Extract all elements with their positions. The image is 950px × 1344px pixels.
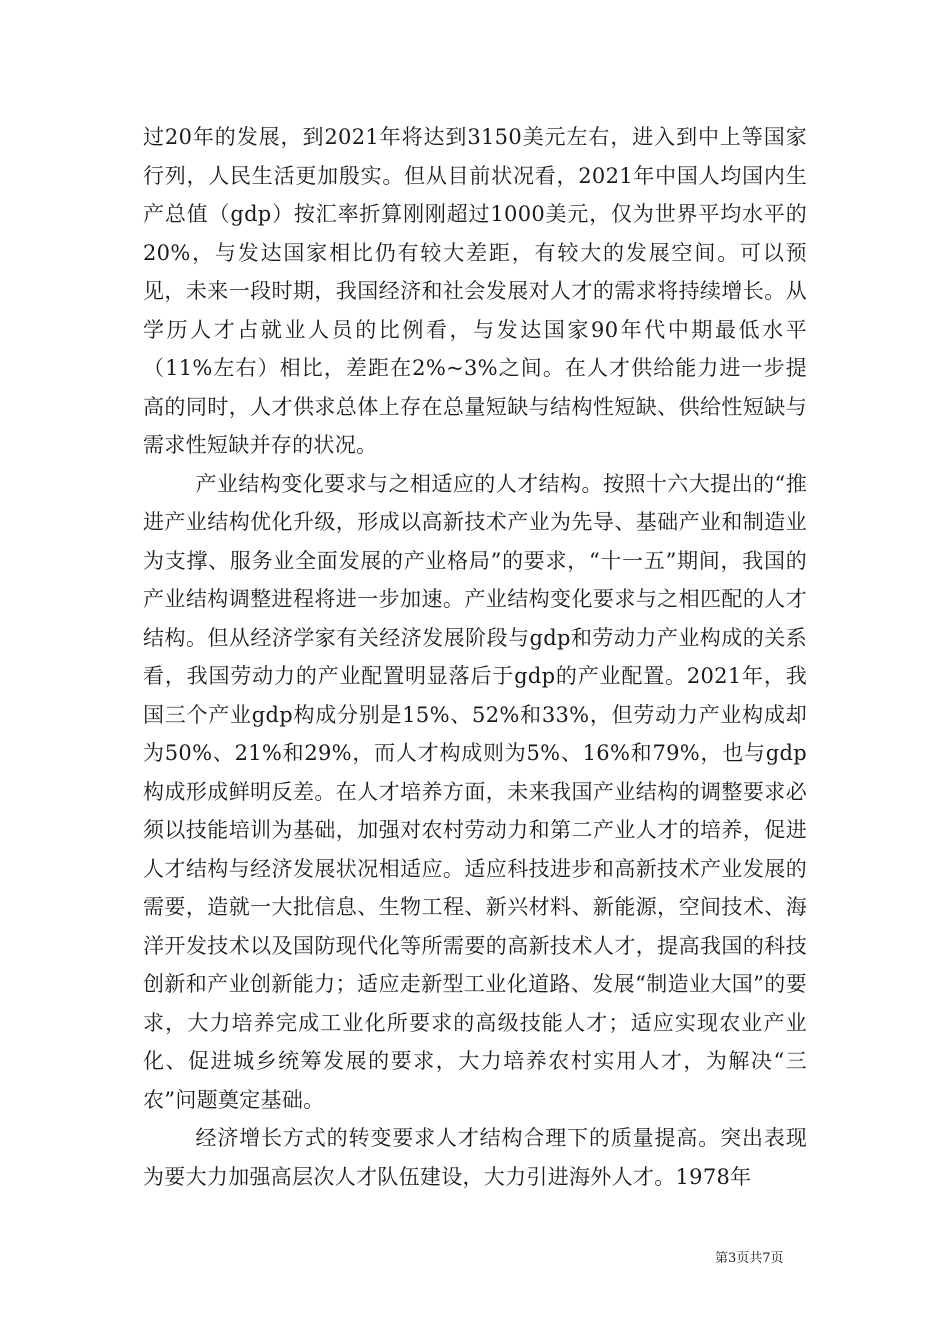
paragraph-2: 产业结构变化要求与之相适应的人才结构。按照十六大提出的“推进产业结构优化升级，形成以高新技术产业为先导、基础产业和制造业为支撑、服务业全面发展的产业格局”的要求，“十一五”期间，我国的产业结构调整进程将进一步加速。产业结构变化要求与之相匹配的人才结构。但从经济学家有关经济发展阶段与gdp和劳动力产业构成的关系看，我国劳动力的产业配置明显落后于gdp的产业配置。2021年，我国三个产业gdp构成分别是15%、52%和33%，但劳动力产业构成却为50%、21%和29%，而人才构成则为5%、16%和79%，也与gdp构成形成鲜明反差。在人才培养方面，未来我国产业结构的调整要求必须以技能培训为基础，加强对农村劳动力和第二产业人才的培养，促进人才结构与经济发展状况相适应。适应科技进步和高新技术产业发展的需要，造就一大批信息、生物工程、新兴材料、新能源，空间技术、海洋开发技术以及国防现代化等所需要的高新技术人才，提高我国的科技创新和产业创新能力；适应走新型工业化道路、发展“制造业大国”的要求，大力培养完成工业化所要求的高级技能人才；适应实现农业产业化、促进城乡统筹发展的要求，大力培养农村实用人才，为解决“三农”问题奠定基础。 [143, 471, 807, 1112]
document-body [143, 118, 807, 1196]
paragraph-3: 经济增长方式的转变要求人才结构合理下的质量提高。突出表现为要大力加强高层次人才队伍建设，大力引进海外人才。1978年 [143, 1126, 807, 1189]
page-number-footer: 第3页共7页 [715, 1251, 784, 1266]
paragraph-1: 过20年的发展，到2021年将达到3150美元左右，进入到中上等国家行列，人民生活更加殷实。但从目前状况看，2021年中国人均国内生产总值（gdp）按汇率折算刚刚超过1000美元，仅为世界平均水平的20%，与发达国家相比仍有较大差距，有较大的发展空间。可以预见，未来一段时期，我国经济和社会发展对人才的需求将持续增长。从学历人才占就业人员的比例看，与发达国家90年代中期最低水平（11%左右）相比，差距在2%~3%之间。在人才供给能力进一步提高的同时，人才供求总体上存在总量短缺与结构性短缺、供给性短缺与需求性短缺并存的状况。 [143, 125, 807, 457]
